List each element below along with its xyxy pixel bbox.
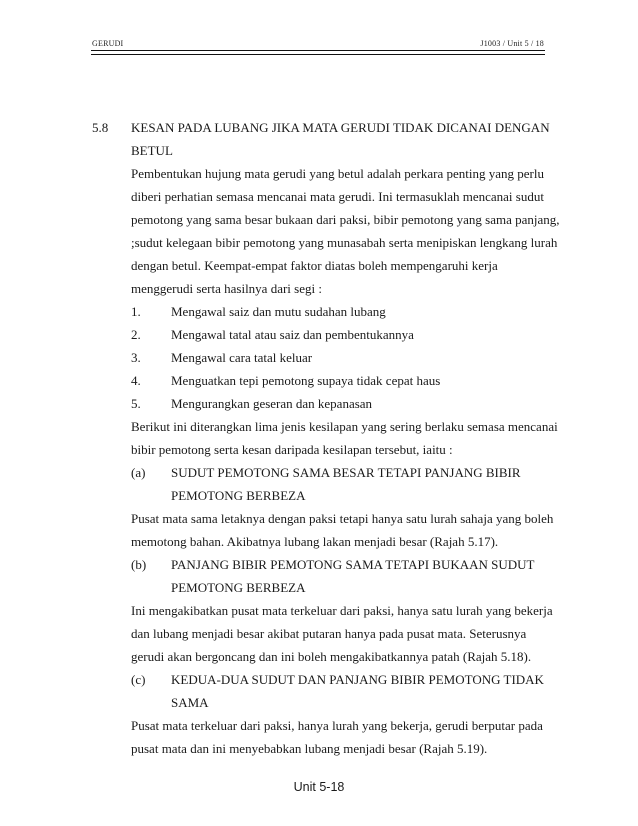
paragraph-line: Berikut ini diterangkan lima jenis kesilapan yang sering berlaku semasa mencanai	[131, 419, 558, 434]
paragraph-line: diberi perhatian semasa mencanai mata gerudi. Ini termasuklah mencanai sudut	[131, 189, 544, 204]
paragraph-line: dan lubang menjadi besar akibat putaran hanya pada pusat mata. Seterusnya	[131, 626, 527, 641]
list-number: 5.	[131, 396, 141, 411]
paragraph-line: dengan betul. Keempat-empat faktor diatas boleh mempengaruhi kerja	[131, 258, 498, 273]
paragraph-line: ;sudut kelegaan bibir pemotong yang munasabah serta menipiskan lengkang lurah	[131, 235, 558, 250]
paragraph-line: memotong bahan. Akibatnya lubang lakan menjadi besar (Rajah 5.17).	[131, 534, 499, 549]
header-rule-top	[91, 50, 545, 51]
case-label: (a)	[131, 465, 146, 480]
list-item: Mengurangkan geseran dan kepanasan	[171, 396, 373, 411]
list-number: 4.	[131, 373, 141, 388]
paragraph-line: Ini mengakibatkan pusat mata terkeluar dari paksi, hanya satu lurah yang bekerja	[131, 603, 553, 618]
paragraph-line: Pusat mata sama letaknya dengan paksi tetapi hanya satu lurah sahaja yang boleh	[131, 511, 554, 526]
list-item: Mengawal saiz dan mutu sudahan lubang	[171, 304, 386, 319]
case-title-line: PANJANG BIBIR PEMOTONG SAMA TETAPI BUKAAN SUDUT	[171, 557, 535, 572]
case-title-line: KEDUA-DUA SUDUT DAN PANJANG BIBIR PEMOTONG TIDAK	[171, 672, 544, 687]
running-header-page-ref: J1003 / Unit 5 / 18	[480, 39, 544, 48]
paragraph-line: pusat mata dan ini menyebabkan lubang menjadi besar (Rajah 5.19).	[131, 741, 488, 756]
paragraph-line: Pembentukan hujung mata gerudi yang betul adalah perkara penting yang perlu	[131, 166, 544, 181]
case-label: (b)	[131, 557, 147, 572]
section-title-line: BETUL	[131, 143, 173, 158]
list-number: 2.	[131, 327, 141, 342]
paragraph-line: Pusat mata terkeluar dari paksi, hanya lurah yang bekerja, gerudi berputar pada	[131, 718, 543, 733]
page-footer: Unit 5-18	[293, 780, 345, 794]
header-rule-bottom	[91, 54, 545, 55]
section-title-line: KESAN PADA LUBANG JIKA MATA GERUDI TIDAK DICANAI DENGAN	[131, 120, 550, 135]
paragraph-line: pemotong yang sama besar bukaan dari paksi, bibir pemotong yang sama panjang,	[131, 212, 560, 227]
case-title-line: PEMOTONG BERBEZA	[171, 488, 306, 503]
list-number: 1.	[131, 304, 141, 319]
case-title-line: PEMOTONG BERBEZA	[171, 580, 306, 595]
paragraph-line: menggerudi serta hasilnya dari segi :	[131, 281, 322, 296]
list-item: Mengawal cara tatal keluar	[171, 350, 313, 365]
list-number: 3.	[131, 350, 141, 365]
case-label: (c)	[131, 672, 146, 687]
case-title-line: SUDUT PEMOTONG SAMA BESAR TETAPI PANJANG BIBIR	[171, 465, 521, 480]
case-title-line: SAMA	[171, 695, 209, 710]
running-header-title: GERUDI	[92, 39, 124, 48]
paragraph-line: bibir pemotong serta kesan daripada kesilapan tersebut, iaitu :	[131, 442, 453, 457]
list-item: Mengawal tatal atau saiz dan pembentukannya	[171, 327, 414, 342]
paragraph-line: gerudi akan bergoncang dan ini boleh mengakibatkannya patah (Rajah 5.18).	[131, 649, 532, 664]
section-number: 5.8	[92, 120, 109, 135]
list-item: Menguatkan tepi pemotong supaya tidak cepat haus	[171, 373, 441, 388]
